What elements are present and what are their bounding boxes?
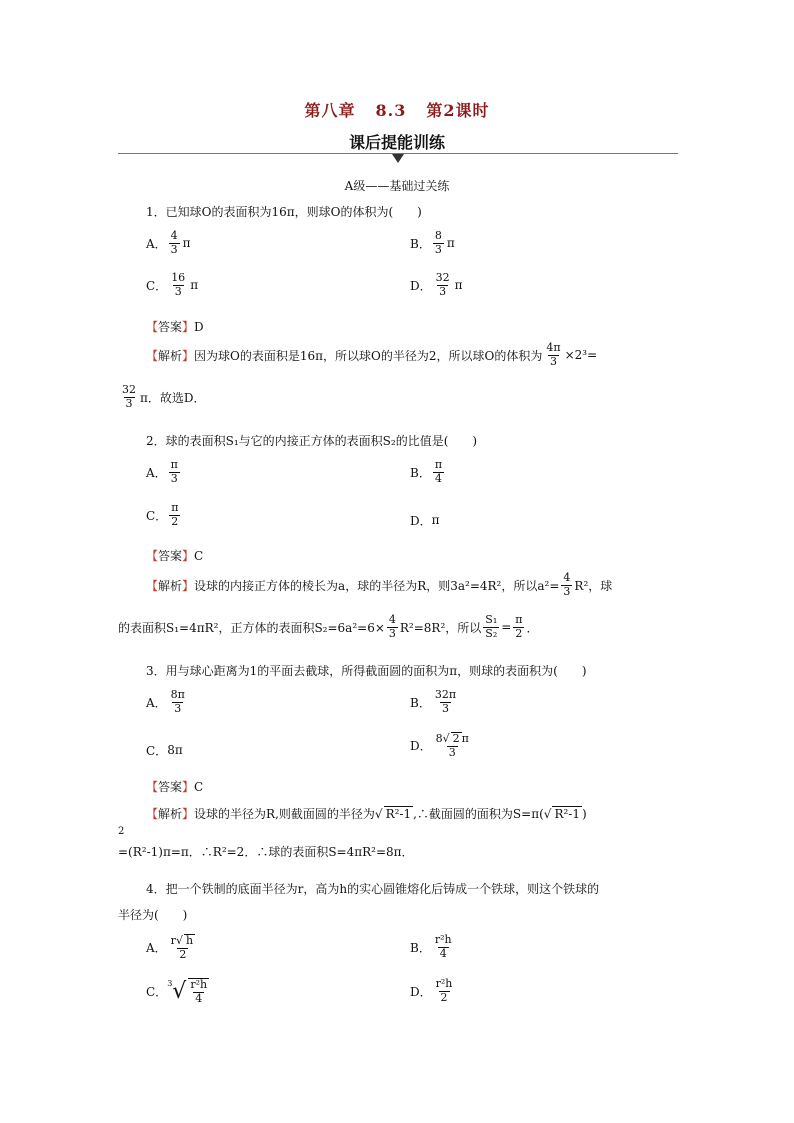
fraction: $\frac{4}{3}$ bbox=[170, 229, 178, 256]
fraction: $\frac{32}{3}$ bbox=[122, 383, 136, 410]
question-4-stem-line2: 半径为( ) bbox=[118, 908, 188, 922]
question-3-stem: 3．用与球心距离为1的平面去截球，所得截面圆的面积为π，则球的表面积为( ) bbox=[146, 664, 587, 678]
q2-option-b: B． $\frac{\pi}{4}$ bbox=[410, 458, 443, 485]
q4-option-d: D． $\frac{\text{r²h}}{2}$ bbox=[410, 977, 453, 1004]
q2-answer: 【答案】C bbox=[146, 549, 204, 563]
lesson-label: 第2课时 bbox=[426, 101, 490, 120]
q3-answer: 【答案】C bbox=[146, 780, 204, 794]
fraction: $\frac{8\pi}{3}$ bbox=[170, 688, 185, 715]
q3-analysis-line1: 【解析】设球的半径为R,则截面圆的半径为√ R²-1 ,∴截面圆的面积为S=π(√ R²-1 ) bbox=[146, 807, 587, 821]
fraction: $\frac{8√ 2 \pi}{3}$ bbox=[435, 732, 469, 759]
fraction: $\frac{4}{3}$ bbox=[388, 613, 396, 640]
fraction: $\frac{r√ h}{2}$ bbox=[170, 934, 194, 961]
fraction: $\frac{\pi}{2}$ bbox=[171, 501, 179, 528]
chapter-label: 第八章 bbox=[304, 101, 356, 120]
q1-option-d: D． $\frac{32}{3}$ π bbox=[410, 271, 463, 298]
fraction: $\frac{4}{3}$ bbox=[563, 571, 571, 598]
page-subtitle: 课后提能训练 bbox=[348, 133, 445, 152]
fraction: $\frac{32\pi}{3}$ bbox=[434, 688, 457, 715]
fraction: $\frac{32}{3}$ bbox=[435, 271, 450, 298]
q3-option-c: C．8π bbox=[146, 743, 183, 758]
triangle-marker-icon bbox=[392, 154, 404, 163]
fraction: $\frac{16}{3}$ bbox=[171, 271, 186, 298]
q4-option-a: A． $\frac{r√ h}{2}$ bbox=[146, 934, 199, 961]
question-4-stem-line1: 4．把一个铁制的底面半径为r，高为h的实心圆锥熔化后铸成一个铁球，则这个铁球的 bbox=[146, 882, 600, 896]
question-1-stem: 1．已知球O的表面积为16π，则球O的体积为( ) bbox=[146, 205, 422, 219]
question-2-stem: 2．球的表面积S₁与它的内接正方体的表面积S₂的比值是( ) bbox=[146, 434, 478, 448]
q1-analysis-line2: $\frac{32}{3}$ π．故选D． bbox=[122, 383, 206, 410]
q2-analysis-line1: 【解析】设球的内接正方体的棱长为a，球的半径为R，则3a²=4R²，所以a²= $\frac{4}{3}$ R²，球 bbox=[146, 571, 613, 598]
fraction: $\frac{\text{r²h}}{4}$ bbox=[434, 933, 452, 960]
q2-analysis-line2: 的表面积S₁=4πR²，正方体的表面积S₂=6a²=6× $\frac{4}{3}$ R²=8R²，所以 $\frac{\text{S₁}}{\text{S₂}}$ = $\frac{\pi}{2}$ ． bbox=[118, 613, 539, 640]
q1-option-a: A． $\frac{4}{3}$ π bbox=[146, 229, 191, 256]
q1-option-b: B． $\frac{8}{3}$ π bbox=[410, 229, 455, 256]
q3-analysis-exponent: 2 bbox=[118, 826, 125, 837]
fraction: $\frac{8}{3}$ bbox=[434, 229, 442, 256]
fraction: $\frac{\text{r²h}}{4}$ bbox=[190, 978, 208, 1005]
q1-option-c: C． $\frac{16}{3}$ π bbox=[146, 271, 199, 298]
q3-option-b: B． $\frac{32\pi}{3}$ bbox=[410, 688, 457, 715]
page-title bbox=[0, 98, 794, 121]
q4-option-b: B． $\frac{\text{r²h}}{4}$ bbox=[410, 933, 452, 960]
fraction: $\frac{\text{r²h}}{2}$ bbox=[435, 977, 453, 1004]
q1-answer: 【答案】D bbox=[146, 320, 204, 334]
q2-option-d: D．π bbox=[410, 513, 440, 528]
fraction: $\frac{\pi}{3}$ bbox=[170, 458, 178, 485]
fraction: $\frac{\text{S₁}}{\text{S₂}}$ bbox=[485, 613, 498, 640]
fraction: $\frac{4\pi}{3}$ bbox=[546, 341, 561, 368]
level-heading: A级——基础过关练 bbox=[344, 179, 450, 193]
q2-option-c: C． $\frac{\pi}{2}$ bbox=[146, 501, 179, 528]
q2-option-a: A． $\frac{\pi}{3}$ bbox=[146, 458, 178, 485]
q3-option-d: D． $\frac{8√ 2 \pi}{3}$ bbox=[410, 732, 469, 759]
q3-option-a: A． $\frac{8\pi}{3}$ bbox=[146, 688, 185, 715]
q4-option-c: C．3√ $\frac{\text{r²h}}{4}$ bbox=[146, 978, 208, 1005]
fraction: $\frac{\pi}{4}$ bbox=[434, 458, 443, 485]
section-label: 8.3 bbox=[375, 101, 407, 120]
q3-analysis-line2: =(R²-1)π=π．∴R²=2．∴球的表面积S=4πR²=8π． bbox=[118, 845, 414, 859]
q1-analysis-line1: 【解析】因为球O的表面积是16π，所以球O的半径为2，所以球O的体积为 $\frac{4\pi}{3}$ ×2³= bbox=[146, 341, 598, 368]
fraction: $\frac{\pi}{2}$ bbox=[515, 613, 523, 640]
